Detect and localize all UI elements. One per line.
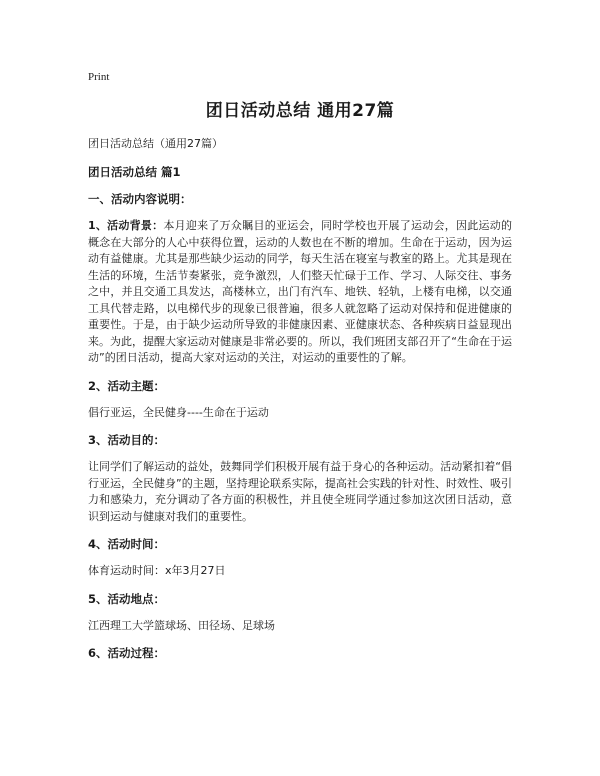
heading-process: 6、活动过程： (88, 646, 166, 660)
paragraph-purpose: 让同学们了解运动的益处，鼓舞同学们积极开展有益于身心的各种运动。活动紧扣着“倡行亚运，全民健身”的主题，坚持理论联系实际，提高社会实践的针对性、时效性、吸引力和感染力，充分调动了各方面的积极性，并且使全班同学通过参加这次团日活动，意识到运动与健康对我们的重要性。 (88, 460, 512, 523)
paragraph-background (88, 218, 512, 367)
heading-theme: 2、活动主题： (88, 378, 166, 393)
section-title: 团日活动总结 篇1 (88, 165, 181, 179)
paragraph-location: 江西理工大学篮球场、田径场、足球场 (88, 618, 275, 632)
heading-location: 5、活动地点： (88, 591, 166, 606)
document-title: 团日活动总结 通用27篇 (205, 101, 395, 121)
heading-time: 4、活动时间： (88, 537, 166, 551)
background-label: 1、活动背景： (88, 219, 164, 232)
paragraph-theme: 倡行亚运，全民健身----生命在于运动 (88, 405, 269, 419)
background-text: 本月迎来了万众瞩目的亚运会，同时学校也开展了运动会，因此运动的概念在大部分的人心中获得位置，运动的人数也在不断的增加。生命在于运动，因为运动有益健康。尤其是那些缺少运动的同学，每天生活在寝室与教室的路上。尤其是现在生活的环境，生活节奏紧张，竞争激烈，人们整天忙碌于工作、学习、人际交往、事务之中，并且交通工具发达，高楼林立，出门有汽车、地铁、轻轨，上楼有电梯，以交通工具代替走路，以电梯代步的现象已很普遍，很多人就忽略了运动对保持和促进健康的重要性。于是，由于缺少运动所导致的非健康因素、亚健康状态、各种疾病日益显现出来。为此，提醒大家运动对健康是非常必要的。所以，我们班团支部召开了“生命在于运动”的团日活动，提高大家对运动的关注，对运动的重要性的了解。 (88, 219, 512, 364)
heading-content-description: 一、活动内容说明： (88, 192, 192, 206)
document-subtitle: 团日活动总结（通用27篇） (88, 137, 223, 150)
print-label: Print (88, 71, 110, 83)
heading-purpose: 3、活动目的： (88, 433, 166, 447)
paragraph-time: 体育运动时间：x年3月27日 (88, 564, 226, 577)
